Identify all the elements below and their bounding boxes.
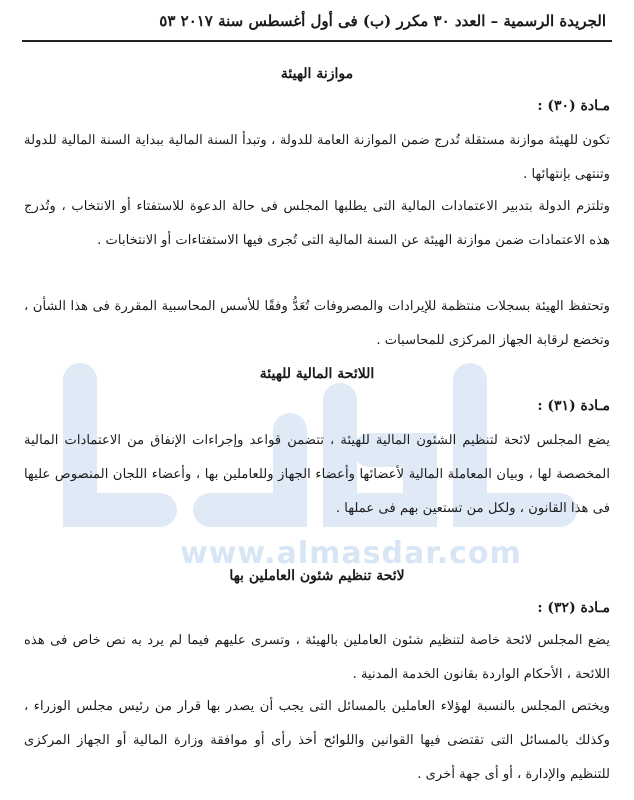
- paragraph: ويختص المجلس بالنسبة لهؤلاء العاملين بالمسائل التى يجب أن يصدر بها قرار من رئيس مجلس الوزراء ، وكذلك بالمسائل التى تقتضى فيها القوانين واللوائح أخذ رأى أو موافقة وزارة المالية أو الجهاز المركزى للتنظيم والإدارة ، أو أى جهة أخرى .: [24, 699, 610, 782]
- paragraph: يضع المجلس لائحة لتنظيم الشئون المالية للهيئة ، تتضمن قواعد وإجراءات الإنفاق من الاعتمادات المالية المخصصة لها ، وبيان المعاملة المالية لأعضائها وأعضاء الجهاز وللعاملين بها ، وأعضاء اللجان المنصوص عليها فى هذا القانون ، ولكل من تستعين بهم فى عملها .: [24, 433, 610, 516]
- section-title: موازنة الهيئة: [280, 66, 354, 82]
- paragraph: وتحتفظ الهيئة بسجلات منتظمة للإيرادات والمصروفات تُعَدُّ وفقًا للأسس المحاسبية المقررة فى هذا الشأن ، وتخضع لرقابة الجهاز المركزى للمحاسبات .: [24, 299, 610, 348]
- article-heading: مـادة (٣٠) :: [537, 98, 610, 114]
- header-rule: [22, 40, 612, 42]
- section-title: لائحة تنظيم شئون العاملين بها: [229, 568, 405, 584]
- article-heading: مـادة (٣٢) :: [537, 600, 610, 616]
- paragraph: يضع المجلس لائحة خاصة لتنظيم شئون العاملين بالهيئة ، وتسرى عليهم فيما لم يرد به نص خاص فى هذه اللائحة ، الأحكام الواردة بقانون الخدمة المدنية .: [24, 633, 610, 682]
- article-heading: مـادة (٣١) :: [537, 398, 610, 414]
- section-title: اللائحة المالية للهيئة: [259, 366, 375, 382]
- paragraph: وتلتزم الدولة بتدبير الاعتمادات المالية التى يطلبها المجلس فى حالة الدعوة للاستفتاء أو الانتخاب ، وتُدرج هذه الاعتمادات ضمن موازنة الهيئة عن السنة المالية التى تُجرى فيها الاستفتاءات أو الانتخابات .: [24, 199, 610, 248]
- page-header: الجريدة الرسمية – العدد ٣٠ مكرر (ب) فى أول أغسطس سنة ٢٠١٧ ٥٣: [159, 12, 606, 30]
- watermark-url: www.almasdar.com: [180, 536, 522, 571]
- paragraph: تكون للهيئة موازنة مستقلة تُدرج ضمن الموازنة العامة للدولة ، وتبدأ السنة المالية ببداية السنة المالية للدولة وتنتهى بإنتهائها .: [24, 133, 610, 182]
